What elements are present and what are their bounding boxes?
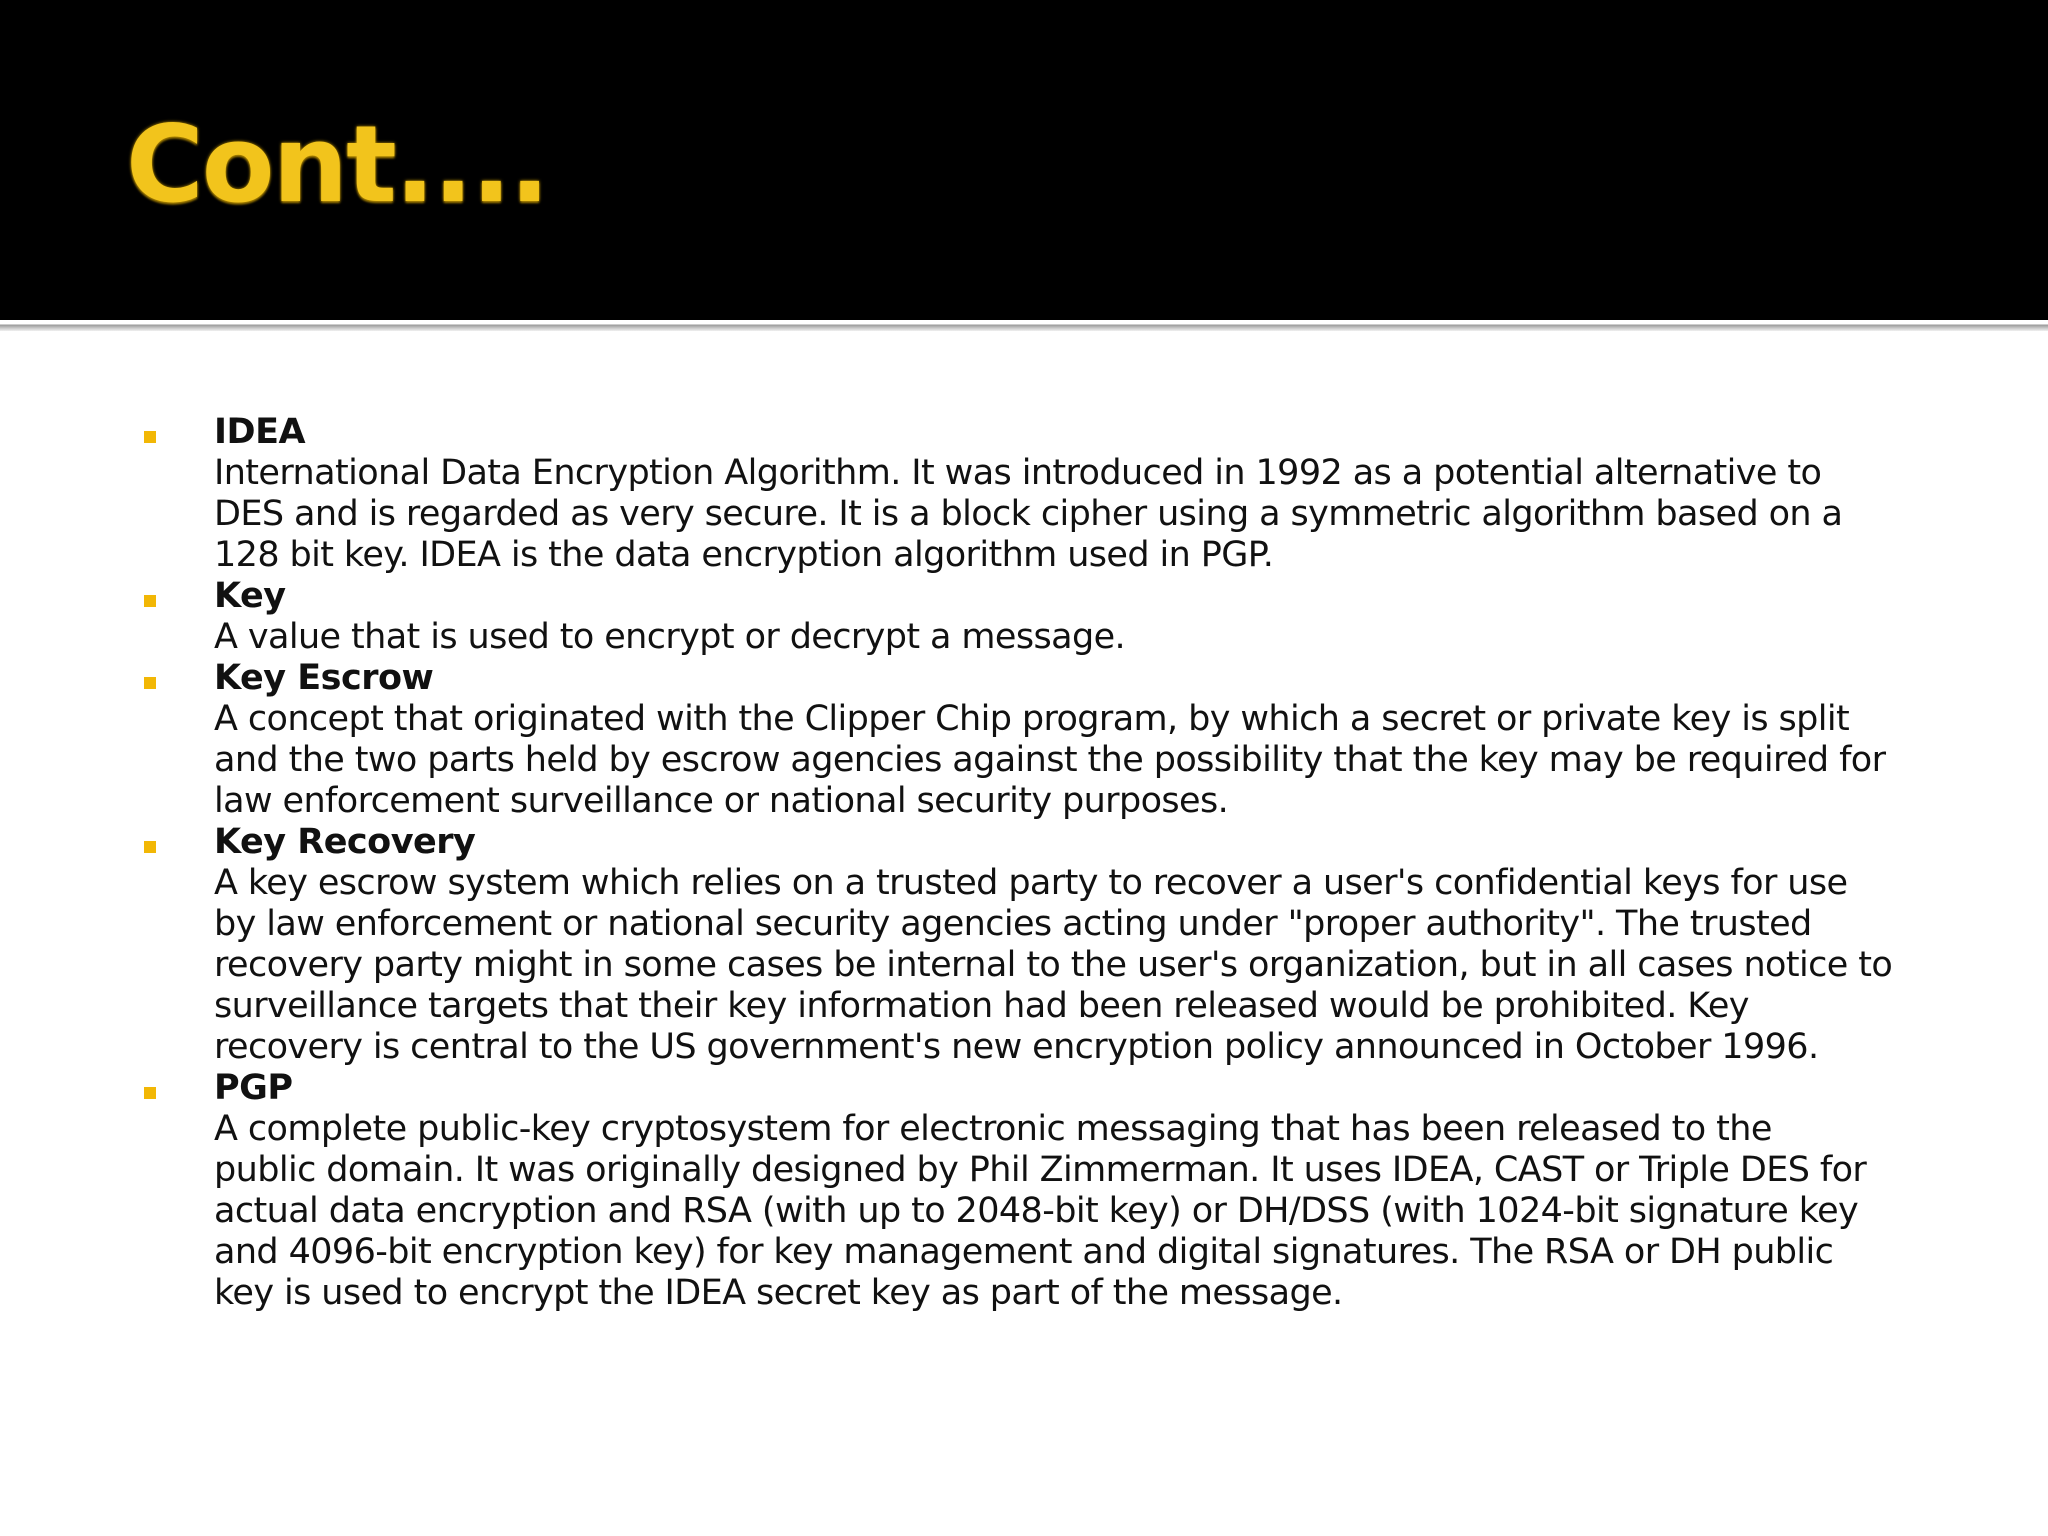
term-key-recovery: Key Recovery xyxy=(214,822,476,862)
definition-line: and 4096-bit encryption key) for key management and digital signatures. The RSA or DH public xyxy=(214,1232,1834,1272)
slide-header xyxy=(0,0,2048,320)
definition-line: key is used to encrypt the IDEA secret key as part of the message. xyxy=(214,1273,1343,1313)
definition-line: actual data encryption and RSA (with up to 2048-bit key) or DH/DSS (with 1024-bit signature key xyxy=(214,1191,1859,1231)
definition-line: surveillance targets that their key information had been released would be prohibited. Key xyxy=(214,986,1749,1026)
square-bullet-icon xyxy=(144,595,156,607)
definition-line: by law enforcement or national security agencies acting under "proper authority". The trusted xyxy=(214,904,1812,944)
definition-line: A complete public-key cryptosystem for electronic messaging that has been released to the xyxy=(214,1109,1772,1149)
glossary-entry-key-recovery xyxy=(142,822,1932,1068)
square-bullet-icon xyxy=(144,431,156,443)
square-bullet-icon xyxy=(144,677,156,689)
definition-line: recovery is central to the US government's new encryption policy announced in October 1996. xyxy=(214,1027,1819,1067)
glossary-entry-key-escrow xyxy=(142,658,1932,822)
definition-line: recovery party might in some cases be internal to the user's organization, but in all cases notice to xyxy=(214,945,1893,985)
definition-line: A value that is used to encrypt or decrypt a message. xyxy=(214,617,1126,657)
definition-line: A key escrow system which relies on a trusted party to recover a user's confidential keys for use xyxy=(214,863,1848,903)
term-key-escrow: Key Escrow xyxy=(214,658,434,698)
term-key: Key xyxy=(214,576,286,616)
definition-line: DES and is regarded as very secure. It is a block cipher using a symmetric algorithm based on a xyxy=(214,494,1843,534)
definition-line: 128 bit key. IDEA is the data encryption algorithm used in PGP. xyxy=(214,535,1274,575)
definition-line: A concept that originated with the Clipper Chip program, by which a secret or private key is split xyxy=(214,699,1850,739)
glossary-list xyxy=(142,412,1932,1314)
definition-line: law enforcement surveillance or national security purposes. xyxy=(214,781,1229,821)
definition-line: and the two parts held by escrow agencies against the possibility that the key may be required for xyxy=(214,740,1886,780)
square-bullet-icon xyxy=(144,841,156,853)
square-bullet-icon xyxy=(144,1087,156,1099)
term-idea: IDEA xyxy=(214,412,306,452)
term-pgp: PGP xyxy=(214,1068,293,1108)
definition-line: International Data Encryption Algorithm. It was introduced in 1992 as a potential alternative to xyxy=(214,453,1822,493)
glossary-entry-pgp xyxy=(142,1068,1932,1314)
glossary-entry-idea xyxy=(142,412,1932,576)
header-divider xyxy=(0,320,2048,331)
definition-line: public domain. It was originally designed by Phil Zimmerman. It uses IDEA, CAST or Triple DES for xyxy=(214,1150,1867,1190)
slide-title: Cont.... xyxy=(126,103,548,226)
glossary-entry-key xyxy=(142,576,1932,658)
